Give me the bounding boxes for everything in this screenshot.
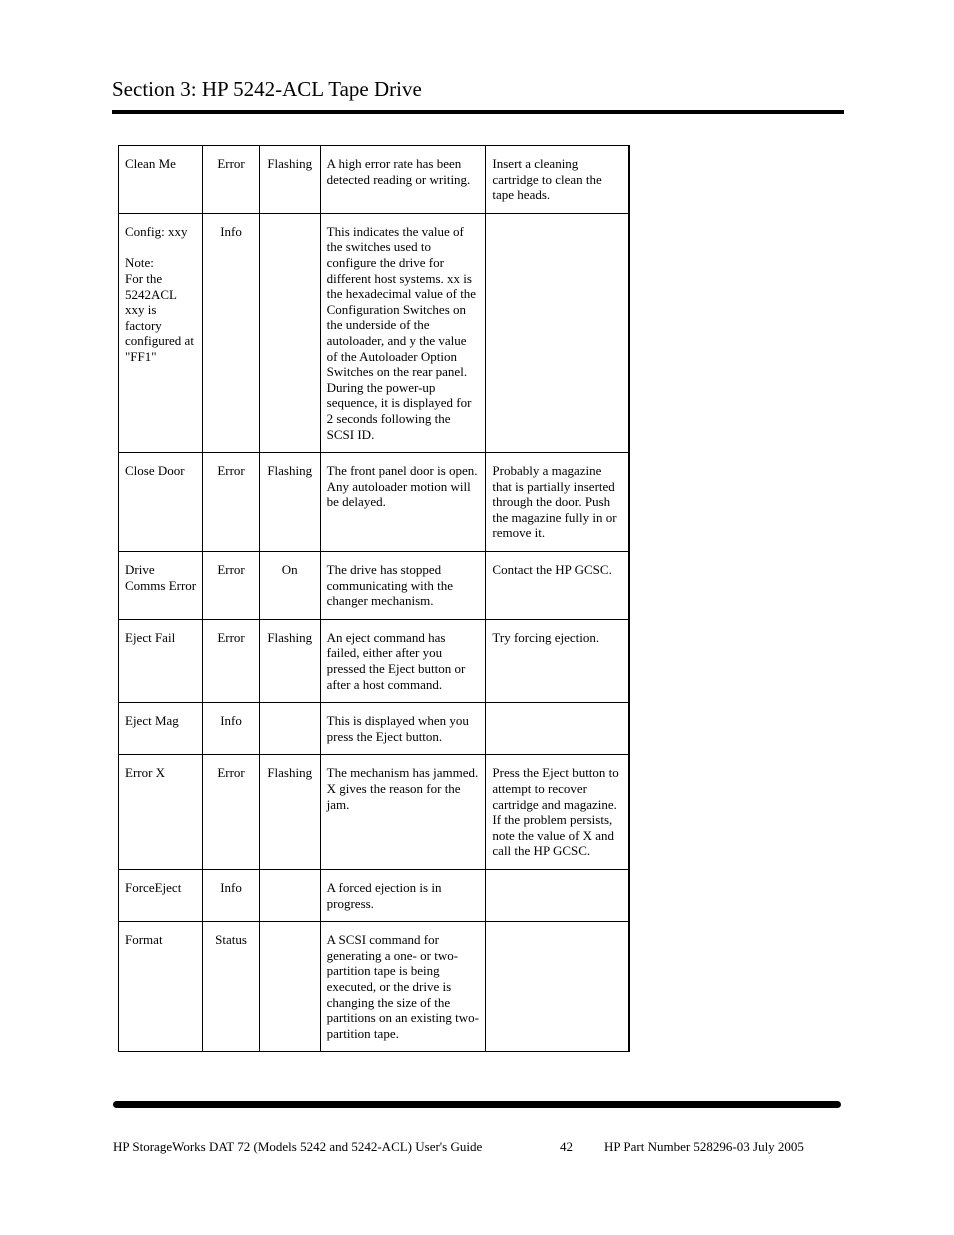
message-text: Error X <box>125 765 166 781</box>
type-text: Error <box>217 463 245 479</box>
led-cell <box>259 453 320 552</box>
message-text: Eject Mag <box>125 713 179 729</box>
description-text: This is displayed when you press the Eject button. <box>326 713 469 744</box>
type-cell <box>203 619 259 702</box>
description-text: The mechanism has jammed. X gives the reason for the jam. <box>326 765 479 812</box>
action-cell <box>486 552 629 620</box>
note-spacer <box>125 239 196 255</box>
message-text: ForceEject <box>125 879 182 895</box>
footer-rule <box>113 1101 841 1108</box>
message-text: Clean Me <box>125 156 176 171</box>
type-cell <box>203 922 259 1052</box>
table-row <box>119 619 630 702</box>
table-row <box>119 552 630 620</box>
page-title: Section 3: HP 5242-ACL Tape Drive <box>112 77 422 101</box>
type-text: Status <box>215 932 247 948</box>
message-text: Drive Comms Error <box>125 562 197 593</box>
led-cell <box>259 619 320 702</box>
footer-guide-title: HP StorageWorks DAT 72 (Models 5242 and 5242-ACL) User's Guide <box>113 1139 483 1154</box>
led-text: Flashing <box>267 629 313 645</box>
type-text: Error <box>217 156 245 171</box>
action-cell <box>486 453 629 552</box>
description-cell <box>320 552 486 620</box>
action-cell <box>486 146 629 214</box>
type-cell <box>203 213 259 452</box>
led-text: Flashing <box>267 765 313 781</box>
type-text: Error <box>217 765 245 781</box>
description-text: An eject command has failed, either after you pressed the Eject button or after a host command. <box>326 629 466 692</box>
header-rule <box>112 110 844 114</box>
table-row <box>119 869 630 921</box>
description-text: A SCSI command for generating a one- or two-partition tape is being executed, or the drive is changing the size of the partitions on an existing two-partition tape. <box>326 932 480 1041</box>
description-text: A high error rate has been detected reading or writing. <box>326 156 471 187</box>
table-row <box>119 213 630 452</box>
led-text: Flashing <box>267 463 313 479</box>
action-text: Contact the HP GCSC. <box>492 562 612 578</box>
message-cell <box>119 146 203 214</box>
message-text: Format <box>125 932 163 948</box>
description-text: This indicates the value of the switches used to configure the drive for different host systems. xx is the hexadecimal value of the Configuration Switches on the underside of the autoloader, and y the value of the Autoloader Option Switches on the rear panel. During the power-up sequence, it is displayed for 2 seconds following the SCSI ID. <box>326 223 477 442</box>
description-cell <box>320 869 486 921</box>
type-text: Error <box>217 562 245 578</box>
table-row <box>119 146 630 214</box>
led-cell <box>259 755 320 870</box>
action-cell <box>486 922 629 1052</box>
table-row <box>119 922 630 1052</box>
action-cell <box>486 703 629 755</box>
type-text: Info <box>220 223 242 239</box>
description-cell <box>320 619 486 702</box>
message-cell <box>119 703 203 755</box>
description-text: The front panel door is open. Any autoloader motion will be delayed. <box>326 463 478 510</box>
footer-page-number: 42 <box>560 1139 573 1154</box>
led-cell <box>259 213 320 452</box>
table-body <box>119 146 630 1052</box>
description-cell <box>320 146 486 214</box>
led-cell <box>259 146 320 214</box>
message-cell <box>119 869 203 921</box>
type-cell <box>203 755 259 870</box>
message-cell <box>119 755 203 870</box>
table-row <box>119 703 630 755</box>
led-cell <box>259 552 320 620</box>
type-text: Error <box>217 629 245 645</box>
action-text: Try forcing ejection. <box>492 629 600 645</box>
type-cell <box>203 703 259 755</box>
description-cell <box>320 755 486 870</box>
action-text: Press the Eject button to attempt to recover cartridge and magazine. If the problem persists, note the value of X and call the HP GCSC. <box>492 765 619 859</box>
action-cell <box>486 619 629 702</box>
message-text: Config: xxy <box>125 223 188 239</box>
action-text: Probably a magazine that is partially inserted through the door. Push the magazine fully in or remove it. <box>492 463 617 541</box>
description-cell <box>320 453 486 552</box>
message-cell <box>119 453 203 552</box>
table-row <box>119 453 630 552</box>
action-cell <box>486 869 629 921</box>
description-text: A forced ejection is in progress. <box>326 879 442 911</box>
led-cell <box>259 922 320 1052</box>
type-text: Info <box>220 879 242 895</box>
message-cell <box>119 922 203 1052</box>
table-row <box>119 755 630 870</box>
message-cell <box>119 552 203 620</box>
description-cell <box>320 213 486 452</box>
led-cell <box>259 703 320 755</box>
action-cell <box>486 755 629 870</box>
description-cell <box>320 922 486 1052</box>
type-cell <box>203 869 259 921</box>
message-text: Eject Fail <box>125 629 176 645</box>
description-cell <box>320 703 486 755</box>
type-cell <box>203 146 259 214</box>
footer-part-number: HP Part Number 528296-03 July 2005 <box>604 1139 804 1154</box>
description-text: The drive has stopped communicating with the changer mechanism. <box>326 562 454 609</box>
message-cell <box>119 213 203 452</box>
status-message-table <box>118 145 630 1052</box>
message-text: Close Door <box>125 463 185 479</box>
action-text: Insert a cleaning cartridge to clean the tape heads. <box>492 156 602 203</box>
led-text: On <box>281 562 298 578</box>
type-cell <box>203 552 259 620</box>
message-cell <box>119 619 203 702</box>
message-note: Note: For the 5242ACL xxy is factory configured at "FF1" <box>125 255 194 364</box>
led-cell <box>259 869 320 921</box>
led-text: Flashing <box>267 156 313 171</box>
type-cell <box>203 453 259 552</box>
type-text: Info <box>220 713 242 729</box>
action-cell <box>486 213 629 452</box>
